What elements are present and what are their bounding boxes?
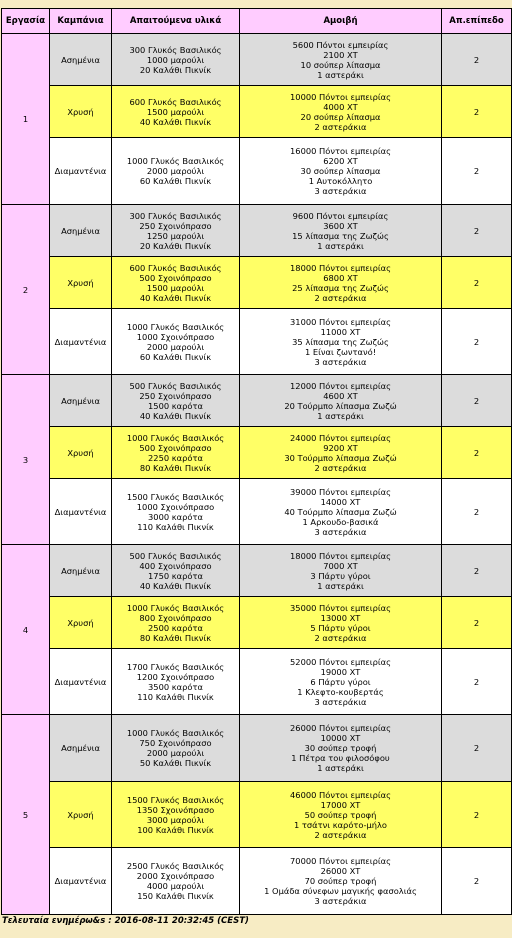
campaign-cell: Χρυσή bbox=[50, 257, 112, 309]
materials-cell: 500 Γλυκός Βασιλικός 250 Σχοινόπρασο 1500 καρότα 40 Καλάθι Πικνίκ bbox=[112, 375, 240, 427]
campaign-cell: Διαμαντένια bbox=[50, 309, 112, 375]
header-task: Εργασία bbox=[2, 9, 50, 34]
campaign-cell: Ασημένια bbox=[50, 205, 112, 257]
reward-cell: 16000 Πόντοι εμπειρίας 6200 ΧΤ 30 σούπερ λίπασμα 1 Αυτοκόλλητο 3 αστεράκια bbox=[240, 138, 442, 205]
level-cell: 2 bbox=[442, 205, 512, 257]
quest-row-3-gold bbox=[2, 427, 512, 479]
quest-row-5-silver bbox=[2, 715, 512, 782]
level-cell: 2 bbox=[442, 545, 512, 597]
reward-cell: 39000 Πόντοι εμπειρίας 14000 ΧΤ 40 Τούρμπο λίπασμα Ζωζώ 1 Αρκουδο-βασικά 3 αστεράκια bbox=[240, 479, 442, 545]
materials-cell: 300 Γλυκός Βασιλικός 250 Σχοινόπρασο 1250 μαρούλι 20 Καλάθι Πικνίκ bbox=[112, 205, 240, 257]
header-materials: Απαιτούμενα υλικά bbox=[112, 9, 240, 34]
task-number: 3 bbox=[2, 375, 50, 545]
reward-cell: 10000 Πόντοι εμπειρίας 4000 ΧΤ 20 σούπερ λίπασμα 2 αστεράκια bbox=[240, 86, 442, 138]
campaign-cell: Διαμαντένια bbox=[50, 848, 112, 915]
reward-cell: 31000 Πόντοι εμπειρίας 11000 ΧΤ 35 λίπασμα της Ζωζώς 1 Είναι ζωντανό! 3 αστεράκια bbox=[240, 309, 442, 375]
quest-row-3-diamond bbox=[2, 479, 512, 545]
quest-row-4-silver bbox=[2, 545, 512, 597]
quest-row-1-diamond bbox=[2, 138, 512, 205]
level-cell: 2 bbox=[442, 375, 512, 427]
reward-cell: 52000 Πόντοι εμπειρίας 19000 ΧΤ 6 Πάρτυ γύροι 1 Κλεφτο-κουβερτάς 3 αστεράκια bbox=[240, 649, 442, 715]
quest-row-5-gold bbox=[2, 782, 512, 848]
reward-cell: 35000 Πόντοι εμπειρίας 13000 ΧΤ 5 Πάρτυ γύροι 2 αστεράκια bbox=[240, 597, 442, 649]
quest-row-1-silver bbox=[2, 34, 512, 86]
campaign-cell: Ασημένια bbox=[50, 34, 112, 86]
materials-cell: 2500 Γλυκός Βασιλικός 2000 Σχοινόπρασο 4000 μαρούλι 150 Καλάθι Πικνίκ bbox=[112, 848, 240, 915]
level-cell: 2 bbox=[442, 86, 512, 138]
task-number: 5 bbox=[2, 715, 50, 915]
materials-cell: 500 Γλυκός Βασιλικός 400 Σχοινόπρασο 1750 καρότα 40 Καλάθι Πικνίκ bbox=[112, 545, 240, 597]
campaign-cell: Χρυσή bbox=[50, 427, 112, 479]
materials-cell: 1000 Γλυκός Βασιλικός 500 Σχοινόπρασο 2250 καρότα 80 Καλάθι Πικνίκ bbox=[112, 427, 240, 479]
campaign-cell: Ασημένια bbox=[50, 715, 112, 782]
level-cell: 2 bbox=[442, 782, 512, 848]
level-cell: 2 bbox=[442, 715, 512, 782]
reward-cell: 26000 Πόντοι εμπειρίας 10000 ΧΤ 30 σούπερ τροφή 1 Πέτρα του φιλοσόφου 1 αστεράκι bbox=[240, 715, 442, 782]
task-number: 2 bbox=[2, 205, 50, 375]
reward-cell: 5600 Πόντοι εμπειρίας 2100 ΧΤ 10 σούπερ λίπασμα 1 αστεράκι bbox=[240, 34, 442, 86]
campaign-cell: Διαμαντένια bbox=[50, 138, 112, 205]
campaign-cell: Χρυσή bbox=[50, 782, 112, 848]
campaign-cell: Διαμαντένια bbox=[50, 649, 112, 715]
reward-cell: 12000 Πόντοι εμπειρίας 4600 ΧΤ 20 Τούρμπο λίπασμα Ζωζώ 1 αστεράκι bbox=[240, 375, 442, 427]
header-level: Απ.επίπεδο bbox=[442, 9, 512, 34]
campaign-cell: Ασημένια bbox=[50, 375, 112, 427]
quest-row-3-silver bbox=[2, 375, 512, 427]
campaign-cell: Διαμαντένια bbox=[50, 479, 112, 545]
header-reward: Αμοιβή bbox=[240, 9, 442, 34]
materials-cell: 1500 Γλυκός Βασιλικός 1350 Σχοινόπρασο 3000 μαρούλι 100 Καλάθι Πικνίκ bbox=[112, 782, 240, 848]
level-cell: 2 bbox=[442, 138, 512, 205]
materials-cell: 300 Γλυκός Βασιλικός 1000 μαρούλι 20 Καλάθι Πικνίκ bbox=[112, 34, 240, 86]
materials-cell: 1000 Γλυκός Βασιλικός 1000 Σχοινόπρασο 2000 μαρούλι 60 Καλάθι Πικνίκ bbox=[112, 309, 240, 375]
quest-row-2-gold bbox=[2, 257, 512, 309]
quest-row-1-gold bbox=[2, 86, 512, 138]
materials-cell: 1000 Γλυκός Βασιλικός 800 Σχοινόπρασο 2500 καρότα 80 Καλάθι Πικνίκ bbox=[112, 597, 240, 649]
task-number: 4 bbox=[2, 545, 50, 715]
quest-row-4-gold bbox=[2, 597, 512, 649]
materials-cell: 600 Γλυκός Βασιλικός 1500 μαρούλι 40 Καλάθι Πικνίκ bbox=[112, 86, 240, 138]
campaign-cell: Χρυσή bbox=[50, 86, 112, 138]
reward-cell: 18000 Πόντοι εμπειρίας 7000 ΧΤ 3 Πάρτυ γύροι 1 αστεράκι bbox=[240, 545, 442, 597]
level-cell: 2 bbox=[442, 427, 512, 479]
header-campaign: Καμπάνια bbox=[50, 9, 112, 34]
materials-cell: 1000 Γλυκός Βασιλικός 2000 μαρούλι 60 Καλάθι Πικνίκ bbox=[112, 138, 240, 205]
level-cell: 2 bbox=[442, 479, 512, 545]
campaign-cell: Ασημένια bbox=[50, 545, 112, 597]
quest-table-body bbox=[2, 34, 512, 915]
quest-table bbox=[1, 8, 512, 915]
quest-row-2-silver bbox=[2, 205, 512, 257]
last-update-text: Τελευταία ενημέρω&s : 2016-08-11 20:32:45 (CEST) bbox=[2, 916, 249, 926]
level-cell: 2 bbox=[442, 649, 512, 715]
materials-cell: 1000 Γλυκός Βασιλικός 750 Σχοινόπρασο 2000 μαρούλι 50 Καλάθι Πικνίκ bbox=[112, 715, 240, 782]
reward-cell: 70000 Πόντοι εμπειρίας 26000 ΧΤ 70 σούπερ τροφή 1 Ομάδα σύνεφων μαγικής φασολιάς 3 αστεράκια bbox=[240, 848, 442, 915]
task-number: 1 bbox=[2, 34, 50, 205]
campaign-cell: Χρυσή bbox=[50, 597, 112, 649]
materials-cell: 600 Γλυκός Βασιλικός 500 Σχοινόπρασο 1500 μαρούλι 40 Καλάθι Πικνίκ bbox=[112, 257, 240, 309]
header-row bbox=[2, 9, 512, 34]
reward-cell: 46000 Πόντοι εμπειρίας 17000 ΧΤ 50 σούπερ τροφή 1 τσάτνι καρότο-μήλο 2 αστεράκια bbox=[240, 782, 442, 848]
level-cell: 2 bbox=[442, 597, 512, 649]
level-cell: 2 bbox=[442, 34, 512, 86]
quest-row-2-diamond bbox=[2, 309, 512, 375]
level-cell: 2 bbox=[442, 848, 512, 915]
level-cell: 2 bbox=[442, 309, 512, 375]
reward-cell: 24000 Πόντοι εμπειρίας 9200 ΧΤ 30 Τούρμπο λίπασμα Ζωζώ 2 αστεράκια bbox=[240, 427, 442, 479]
quest-row-5-diamond bbox=[2, 848, 512, 915]
reward-cell: 9600 Πόντοι εμπειρίας 3600 ΧΤ 15 λίπασμα της Ζωζώς 1 αστεράκι bbox=[240, 205, 442, 257]
reward-cell: 18000 Πόντοι εμπειρίας 6800 ΧΤ 25 λίπασμα της Ζωζώς 2 αστεράκια bbox=[240, 257, 442, 309]
quest-row-4-diamond bbox=[2, 649, 512, 715]
level-cell: 2 bbox=[442, 257, 512, 309]
materials-cell: 1700 Γλυκός Βασιλικός 1200 Σχοινόπρασο 3500 καρότα 110 Καλάθι Πικνίκ bbox=[112, 649, 240, 715]
materials-cell: 1500 Γλυκός Βασιλικός 1000 Σχοινόπρασο 3000 καρότα 110 Καλάθι Πικνίκ bbox=[112, 479, 240, 545]
